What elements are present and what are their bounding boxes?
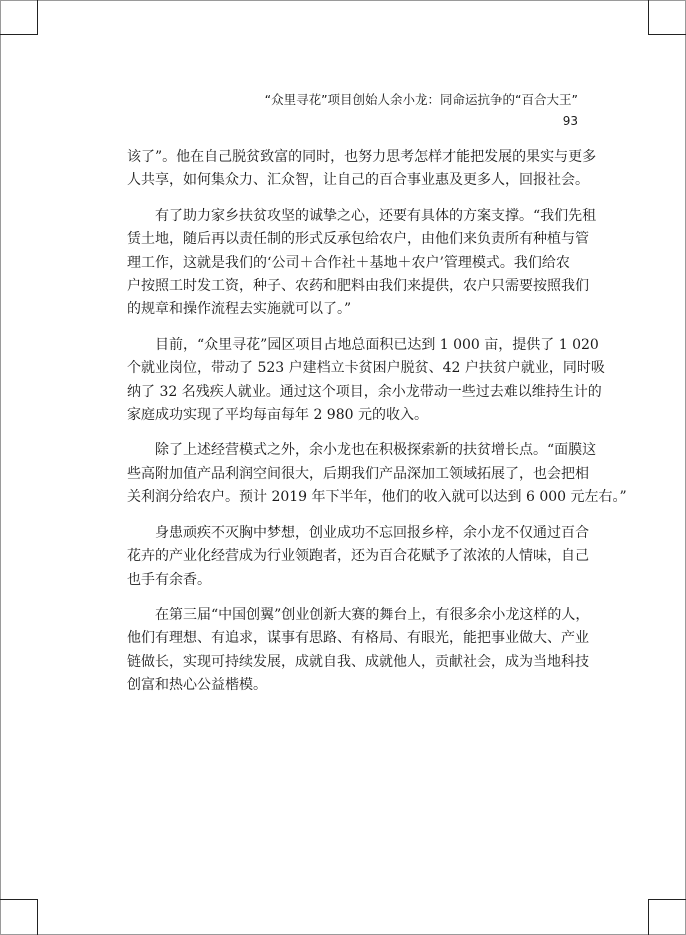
paragraph [127,146,597,193]
crop-mark-top-left-v [37,0,38,34]
text-line: 身患顽疾不灭胸中梦想，创业成功不忘回报乡梓，余小龙不仅通过百合 [155,524,589,541]
body-text [127,146,627,710]
text-line: 在第三届“中国创翼”创业创新大赛的舞台上，有很多余小龙这样的人， [155,606,590,623]
crop-mark-bottom-right-v [648,899,649,935]
crop-mark-top-right-v [648,0,649,34]
text-line: 人共享，如何集众力、汇众智，让自己的百合事业惠及更多人，回报社会。 [127,172,589,189]
text-line: 链做长，实现可持续发展，成就自我、成就他人，贡献社会，成为当地科技 [127,653,589,670]
running-header: “众里寻花”项目创始人余小龙：同命运抗争的“百合大王” [264,92,578,107]
paragraph [127,604,590,698]
crop-mark-top-right-h [648,34,686,35]
page-number: 93 [562,114,578,128]
paragraph [127,334,605,428]
text-line: 关利润分给农户。预计 2019 年下半年，他们的收入就可以达到 6 000 元左右。” [127,489,627,506]
paragraph [127,522,589,592]
text-line: 也手有余香。 [127,571,211,588]
text-line: 有了助力家乡扶贫攻坚的诚挚之心，还要有具体的方案支撑。“我们先租 [155,207,597,224]
text-line: 些高附加值产品利润空间很大，后期我们产品深加工领域拓展了，也会把相 [127,465,589,482]
text-line: 该了”。他在自己脱贫致富的同时，也努力思考怎样才能把发展的果实与更多 [127,149,597,165]
text-line: 赁土地，随后再以责任制的形式反承包给农户，由他们来负责所有种植与管 [127,231,589,248]
text-line: 理工作，这就是我们的‘公司＋合作社＋基地＋农户’管理模式。我们给农 [127,254,570,271]
text-line: 的规章和操作流程去实施就可以了。” [127,301,352,318]
paragraph [127,205,597,322]
text-line: 户按照工时发工资，种子、农药和肥料由我们来提供，农户只需要按照我们 [127,278,589,295]
crop-mark-bottom-right-h [648,899,686,900]
crop-mark-bottom-left-v [37,899,38,935]
text-line: 创富和热心公益楷模。 [127,677,267,694]
text-line: 他们有理想、有追求，谋事有思路、有格局、有眼光，能把事业做大、产业 [127,630,589,647]
text-line: 花卉的产业化经营成为行业领跑者，还为百合花赋予了浓浓的人情味，自己 [127,548,589,565]
crop-mark-bottom-left-h [0,899,38,900]
text-line: 除了上述经营模式之外，余小龙也在积极探索新的扶贫增长点。“面膜这 [155,442,597,459]
crop-mark-top-left-h [0,34,38,35]
text-line: 个就业岗位，带动了 523 户建档立卡贫困户脱贫、42 户扶贫户就业，同时吸 [127,360,605,377]
paragraph [127,439,627,509]
text-line: 纳了 32 名残疾人就业。通过这个项目，余小龙带动一些过去难以维持生计的 [127,383,602,400]
text-line: 目前，“众里寻花”园区项目占地总面积已达到 1 000 亩，提供了 1 020 [155,336,599,353]
text-line: 家庭成功实现了平均每亩每年 2 980 元的收入。 [127,407,428,424]
